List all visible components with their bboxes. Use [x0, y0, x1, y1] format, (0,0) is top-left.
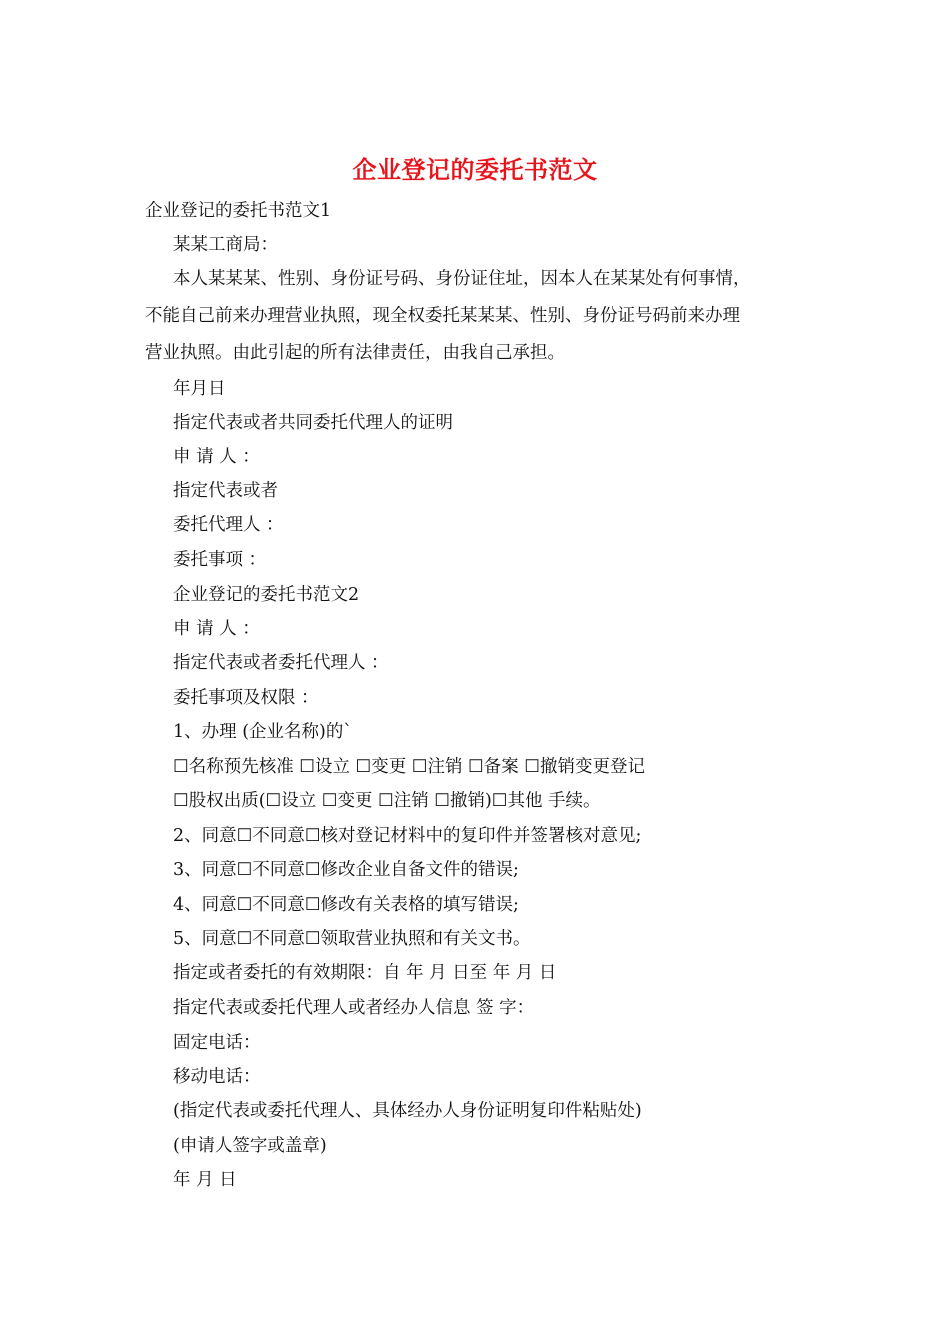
- matter-authority-line: 委托事项及权限 ：: [173, 688, 319, 708]
- sign-note: (申请人签字或盖章): [173, 1136, 327, 1156]
- matter-line: 委托事项 ：: [173, 550, 267, 570]
- heading-sample-2: 企业登记的委托书范文2: [173, 585, 360, 605]
- options-line-1: ☐名称预先核准 ☐设立 ☐变更 ☐注销 ☐备案 ☐撤销变更登记: [173, 757, 645, 777]
- validity-line: 指定或者委托的有效期限：自 年 月 日至 年 月 日: [173, 963, 557, 983]
- mobile-line: 移动电话：: [173, 1067, 261, 1087]
- applicant-line-1: 申 请 人 ：: [173, 447, 260, 467]
- date-line-2: 年 月 日: [173, 1170, 237, 1190]
- rep-or-agent-line: 指定代表或者委托代理人 ：: [173, 653, 389, 673]
- paragraph-line-1: 本人某某某、性别、身份证号码、身份证住址，因本人在某某处有何事情，: [173, 269, 751, 289]
- designated-rep-line: 指定代表或者: [173, 481, 278, 501]
- addressee: 某某工商局：: [173, 235, 278, 255]
- item-4: 4、同意☐不同意☐修改有关表格的填写错误;: [173, 895, 519, 915]
- paragraph-line-2: 不能自己前来办理营业执照，现全权委托某某某、性别、身份证号码前来办理: [145, 306, 740, 326]
- landline-line: 固定电话：: [173, 1033, 261, 1053]
- date-line-1: 年月日: [173, 379, 226, 399]
- item-5: 5、同意☐不同意☐领取营业执照和有关文书。: [173, 929, 531, 949]
- paste-note: (指定代表或委托代理人、具体经办人身份证明复印件粘贴处): [173, 1101, 642, 1121]
- options-line-2: ☐股权出质(☐设立 ☐变更 ☐注销 ☐撤销)☐其他 手续。: [173, 791, 601, 811]
- paragraph-line-3: 营业执照。由此引起的所有法律责任，由我自己承担。: [145, 343, 565, 363]
- signer-info-line: 指定代表或委托代理人或者经办人信息 签 字：: [173, 998, 535, 1018]
- item-3: 3、同意☐不同意☐修改企业自备文件的错误;: [173, 860, 519, 880]
- item-1: 1、办理 (企业名称)的`: [173, 722, 353, 742]
- document-title: 企业登记的委托书范文: [352, 155, 598, 184]
- applicant-line-2: 申 请 人 ：: [173, 619, 260, 639]
- agent-line: 委托代理人 ：: [173, 515, 284, 535]
- item-2: 2、同意☐不同意☐核对登记材料中的复印件并签署核对意见;: [173, 826, 642, 846]
- certificate-title: 指定代表或者共同委托代理人的证明: [173, 413, 453, 433]
- heading-sample-1: 企业登记的委托书范文1: [145, 201, 332, 221]
